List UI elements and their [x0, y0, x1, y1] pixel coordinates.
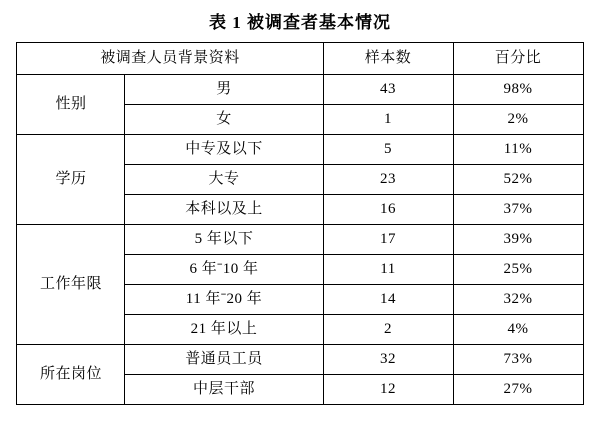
category-cell-work-years: 工作年限 [17, 225, 125, 345]
row-count: 12 [323, 375, 453, 405]
row-percent: 4% [453, 315, 583, 345]
row-label: 本科以及上 [125, 195, 323, 225]
row-count: 5 [323, 135, 453, 165]
row-count: 1 [323, 105, 453, 135]
row-label: 女 [125, 105, 323, 135]
table-header-row [17, 43, 583, 75]
survey-respondents-table [16, 42, 583, 405]
row-count: 32 [323, 345, 453, 375]
row-percent: 39% [453, 225, 583, 255]
row-label: 普通员工员 [125, 345, 323, 375]
column-header-percent: 百分比 [453, 43, 583, 75]
row-count: 23 [323, 165, 453, 195]
row-percent: 11% [453, 135, 583, 165]
row-label: 中层干部 [125, 375, 323, 405]
row-label: 大专 [125, 165, 323, 195]
row-label: 5 年以下 [125, 225, 323, 255]
row-percent: 52% [453, 165, 583, 195]
row-label: 21 年以上 [125, 315, 323, 345]
row-percent: 98% [453, 75, 583, 105]
row-count: 17 [323, 225, 453, 255]
page-title: 表 1 被调查者基本情况 [209, 13, 391, 32]
table-row [17, 75, 583, 105]
table-body [17, 75, 583, 405]
table-row [17, 135, 583, 165]
row-percent: 37% [453, 195, 583, 225]
row-percent: 2% [453, 105, 583, 135]
row-count: 11 [323, 255, 453, 285]
row-label: 6 年ˉ10 年 [125, 255, 323, 285]
row-label: 男 [125, 75, 323, 105]
table-header [17, 43, 583, 75]
row-count: 2 [323, 315, 453, 345]
row-percent: 32% [453, 285, 583, 315]
row-label: 中专及以下 [125, 135, 323, 165]
column-header-background: 被调查人员背景资料 [17, 43, 323, 75]
row-count: 14 [323, 285, 453, 315]
row-count: 43 [323, 75, 453, 105]
column-header-count: 样本数 [323, 43, 453, 75]
row-count: 16 [323, 195, 453, 225]
row-label: 11 年ˉ20 年 [125, 285, 323, 315]
row-percent: 73% [453, 345, 583, 375]
table-row [17, 225, 583, 255]
row-percent: 25% [453, 255, 583, 285]
category-cell-position: 所在岗位 [17, 345, 125, 405]
category-cell-education: 学历 [17, 135, 125, 225]
table-row [17, 345, 583, 375]
row-percent: 27% [453, 375, 583, 405]
category-cell-gender: 性别 [17, 75, 125, 135]
